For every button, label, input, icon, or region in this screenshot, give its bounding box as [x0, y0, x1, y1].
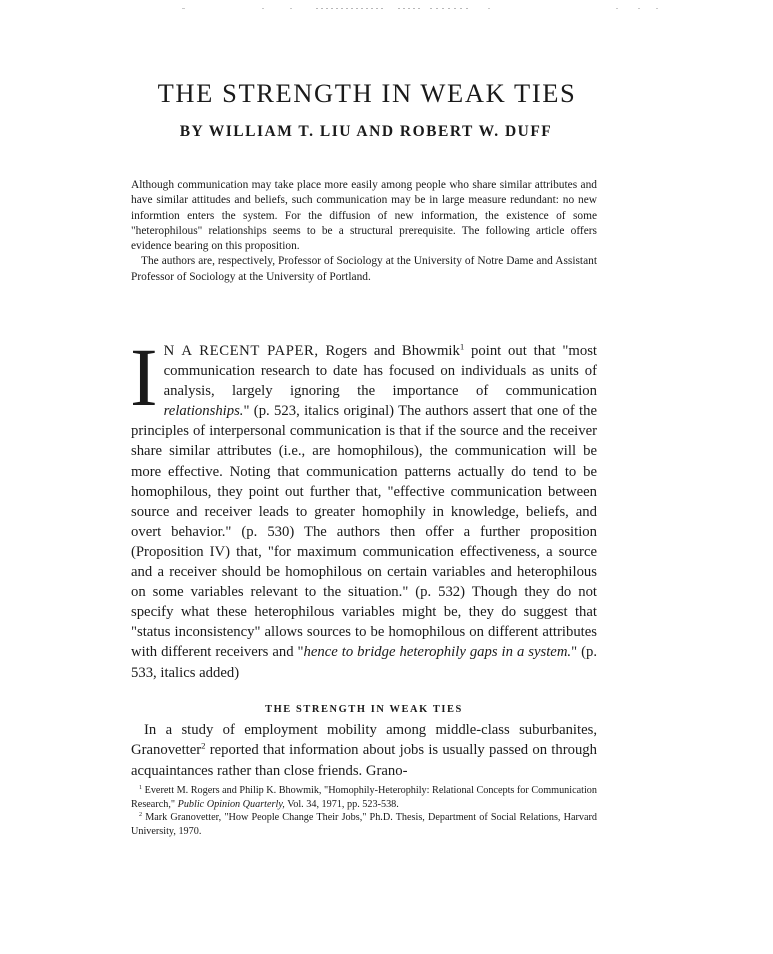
footnote-number: 1: [139, 785, 143, 792]
footnote-number: 2: [139, 812, 143, 819]
footnotes: [131, 784, 597, 838]
italic-phrase: relationships.: [163, 403, 244, 420]
body-text-segment: " (p. 533, italics added): [131, 644, 597, 681]
journal-title: Public Opinion Quarterly,: [177, 798, 285, 810]
body-text-segment: Rogers and Bhowmik: [318, 343, 460, 359]
article-title: THE STRENGTH IN WEAK TIES: [157, 78, 577, 108]
footnote-ref-1[interactable]: 1: [459, 341, 465, 352]
italic-phrase: hence to bridge heterophily gaps in a system.: [303, 644, 572, 661]
footnote-text: Mark Granovetter, "How People Change Their Jobs," Ph.D. Thesis, Department of Social Relations, Harvard University, 1970.: [131, 812, 597, 837]
scan-artifact-strip: [0, 8, 773, 14]
footnote-text: Everett M. Rogers and Philip K. Bhowmik, "Homophily-Heterophily: Relational Concepts for Communication Research,": [131, 785, 597, 810]
opening-paragraph: [130, 331, 597, 683]
drop-cap: I: [130, 331, 158, 423]
footnote-ref-2[interactable]: 2: [201, 740, 206, 751]
author-note: The authors are, respectively, Professor of Sociology at the University of Notre Dame and Assistant Professor of Sociology at the University of Portland.: [131, 255, 597, 283]
body-text-segment: point out that "most communication research to date has focused on individuals as units of analysis, largely ignoring the importance of communication: [163, 343, 597, 400]
body-text-segment: " (p. 523, italics original) The authors assert that one of the principles of interpersonal communication is that if the source and the receiver share similar attributes (i.e., are homophilous), the communication will be more effective. Noting that communication patterns actually do tend to be homophilous, they point out further that, "effective communication between source and receiver leads to greater homophily in knowledge, beliefs, and overt behavior." (p. 530) The authors then offer a further proposition (Proposition IV) that, "for maximum communication effectiveness, a source and a receiver should be homophilous on certain variables and heterophilous on some variables relevant to the situation." (p. 532) Though they do not specify what these heterophilous variables might be, they do suggest that "status inconsistency" allows sources to be homophilous on different attributes with different receivers and ": [131, 403, 597, 661]
article-body: [130, 331, 597, 683]
body-text-segment: In a study of employment mobility among middle-class suburbanites, Granovetter: [131, 722, 597, 759]
section-heading: THE STRENGTH IN WEAK TIES: [265, 704, 463, 715]
footnote-1: [131, 784, 597, 811]
body-text-segment: reported that information about jobs is usually passed on through acquaintances rather than close friends. Grano-: [131, 742, 597, 779]
abstract-paragraph: Although communication may take place more easily among people who share similar attributes and have similar attitudes and beliefs, such communication may be in large measure redundant: no new informtion enters the system. For the diffusion of new information, the existence of some "heterophilous" relationships seems to be a structural prerequisite. The following article offers evidence bearing on this proposition.: [131, 179, 597, 253]
footnote-2: [131, 811, 597, 838]
article-byline: BY WILLIAM T. LIU AND ROBERT W. DUFF: [179, 123, 553, 140]
abstract: [131, 178, 597, 285]
lead-in-caps: N A RECENT PAPER,: [163, 343, 319, 359]
footnote-text: Vol. 34, 1971, pp. 523-538.: [284, 798, 399, 810]
section-paragraph: [131, 720, 597, 781]
section-body: [131, 720, 597, 781]
